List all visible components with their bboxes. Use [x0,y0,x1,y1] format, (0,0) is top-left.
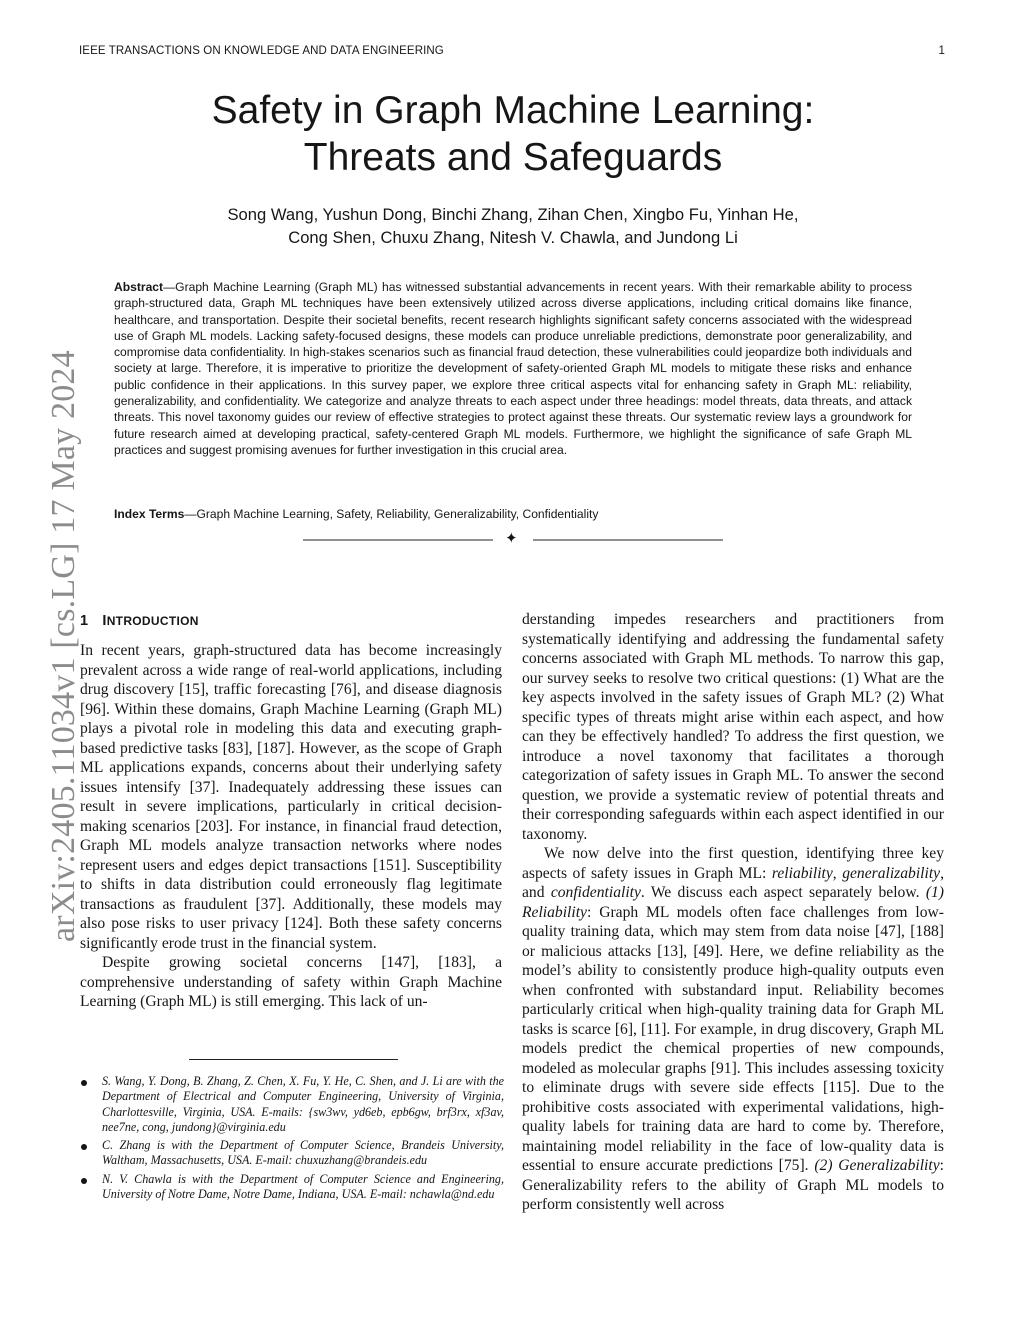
author-list [140,203,886,249]
text-run: : Generalizability refers to the ability of Graph ML models to perform consistently well across [522,1157,944,1213]
arxiv-identifier: arXiv:2405.11034v1 [cs.LG] 17 May 2024 [45,350,82,942]
journal-name: IEEE TRANSACTIONS ON KNOWLEDGE AND DATA ENGINEERING [79,45,444,57]
text-run: We now delve into the first question, identifying three key aspects of safety issues in Graph ML: [522,845,944,882]
aspect-reliability-label: (1) Reliability [522,884,944,921]
authors-line-1: Song Wang, Yushun Dong, Binchi Zhang, Zihan Chen, Xingbo Fu, Yinhan He, [227,205,799,224]
footnote-rule [189,1059,398,1060]
footnote-text: S. Wang, Y. Dong, B. Zhang, Z. Chen, X. Fu, Y. He, C. Shen, and J. Li are with the Department of Electrical and Computer Engineering, University of Virginia, Charlottesville, Virginia, USA. E-mails: {sw3wv, yd6eb, epb6gw, brf3rx, xf3av, nee7ne, cong, jundong}@virginia.edu [102,1074,504,1134]
term-confidentiality: confidentiality [550,884,641,901]
intro-paragraph-4 [522,844,944,1215]
section-number: 1 [80,613,89,629]
running-header [79,45,945,57]
bullet-icon [81,1144,87,1150]
section-title-rest: NTRODUCTION [106,614,199,628]
intro-paragraph-3: derstanding impedes researchers and practitioners from systematically identifying and addressing the fundamental safety concerns associated with Graph ML methods. To narrow this gap, our survey seeks to resolve two critical questions: (1) What are the key aspects involved in the safety issues of Graph ML? (2) What specific types of threats might arise within each aspect, and how can they be effectively handled? To address the first question, we introduce a novel taxonomy that facilitates a thorough categorization of safety issues in Graph ML. To answer the second question, we provide a systematic review of potential threats and their corresponding safeguards within each aspect identified in our taxonomy. [522,611,944,843]
bullet-icon [81,1178,87,1184]
text-run: , [832,864,843,882]
abstract [114,279,912,458]
aspect-generalizability-label: (2) Generalizability [814,1157,940,1174]
section-heading [80,611,502,631]
footnote-item [80,1138,504,1169]
divider-star-icon: ✦ [505,529,518,547]
text-run: . We discuss each aspect separately below. [640,884,926,901]
section-divider [303,531,723,549]
index-terms-text: —Graph Machine Learning, Safety, Reliability, Generalizability, Confidentiality [184,507,599,521]
abstract-label: Abstract [114,280,164,294]
term-generalizability: generalizability [842,864,941,882]
footnote-item [80,1074,504,1135]
text-run: : Graph ML models often face challenges from low-quality training data, which may stem from data noise [47], [188] or malicious attacks [13], [49]. Here, we define reliability as the model’s ability to consistently produce high-quality outputs even when confronted with substandard input. Reliability becomes particularly critical when high-quality training data for Graph ML tasks is scarce [6], [11]. For example, in drug discovery, Graph ML models predict the chemical properties of new compounds, modeled as molecular graphs [91]. This includes assessing toxicity to eliminate drugs with severe side effects [115]. Due to the prohibitive costs associated with experimental validations, high-quality labels for training data are hard to come by. Therefore, maintaining model reliability in the face of low-quality data is essential to ensure accurate predictions [75]. [522,903,944,1174]
section-title-initial: I [102,613,107,629]
title-line-1: Safety in Graph Machine Learning: [211,89,815,132]
index-terms [114,506,912,522]
term-reliability: reliability [771,864,833,882]
abstract-text: —Graph Machine Learning (Graph ML) has witnessed substantial advancements in recent years. With their remarkable ability to process graph-structured data, Graph ML techniques have been extensively utilized across diverse applications, including critical domains like finance, healthcare, and transportation. Despite their societal benefits, recent research highlights significant safety concerns associated with the widespread use of Graph ML models. Lacking safety-focused designs, these models can produce unreliable predictions, demonstrate poor generalizability, and compromise data confidentiality. In high-stakes scenarios such as financial fraud detection, these vulnerabilities could jeopardize both individuals and society at large. Therefore, it is imperative to prioritize the development of safety-oriented Graph ML models to mitigate these risks and enhance public confidence in their applications. In this survey paper, we explore three critical aspects vital for enhancing safety in Graph ML: reliability, generalizability, and confidentiality. We categorize and analyze threats to each aspect under three headings: model threats, data threats, and attack threats. This novel taxonomy guides our review of effective strategies to protect against these threats. Our systematic review lays a groundwork for future research aimed at developing practical, safety-centered Graph ML models. Furthermore, we highlight the significance of safe Graph ML practices and suggest promising avenues for further investigation in this crucial area. [114,280,912,457]
footnote-text: C. Zhang is with the Department of Computer Science, Brandeis University, Waltham, Massachusetts, USA. E-mail: chuxuzhang@brandeis.edu [102,1138,504,1168]
intro-paragraph-1: In recent years, graph-structured data has become increasingly prevalent across a wide range of real-world applications, including drug discovery [15], traffic forecasting [76], and disease diagnosis [96]. Within these domains, Graph Machine Learning (Graph ML) plays a pivotal role in modeling this data and executing graph-based predictive tasks [83], [187]. However, as the scope of Graph ML applications expands, concerns about their underlying safety issues intensify [37]. Inadequately addressing these issues can result in severe implications, particularly in critical decision-making scenarios [203]. For instance, in financial fraud detection, Graph ML models analyze transaction networks where nodes represent users and edges depict transactions [151]. Susceptibility to shifts in data distribution could erroneously flag legitimate transactions as fraudulent [37]. Additionally, these models may also pose risks to user privacy [124]. Both these safety concerns significantly erode trust in the financial system. [80,642,502,952]
affiliation-footnotes [80,1074,504,1205]
text-run: , and [522,864,944,901]
left-column [80,611,502,1012]
right-column [522,610,944,1215]
intro-paragraph-2: Despite growing societal concerns [147], [183], a comprehensive understanding of safety within Graph Machine Learning (Graph ML) is still emerging. This lack of un- [80,954,502,1010]
bullet-icon [81,1080,87,1086]
page-number: 1 [938,45,945,57]
footnote-text: N. V. Chawla is with the Department of Computer Science and Engineering, University of Notre Dame, Notre Dame, Indiana, USA. E-mail: nchawla@nd.edu [102,1171,504,1202]
title-line-2: Threats and Safeguards [303,136,723,179]
index-terms-label: Index Terms [114,507,185,521]
footnote-item [80,1172,504,1203]
paper-title [140,87,886,181]
authors-line-2: Cong Shen, Chuxu Zhang, Nitesh V. Chawla, and Jundong Li [288,228,738,247]
